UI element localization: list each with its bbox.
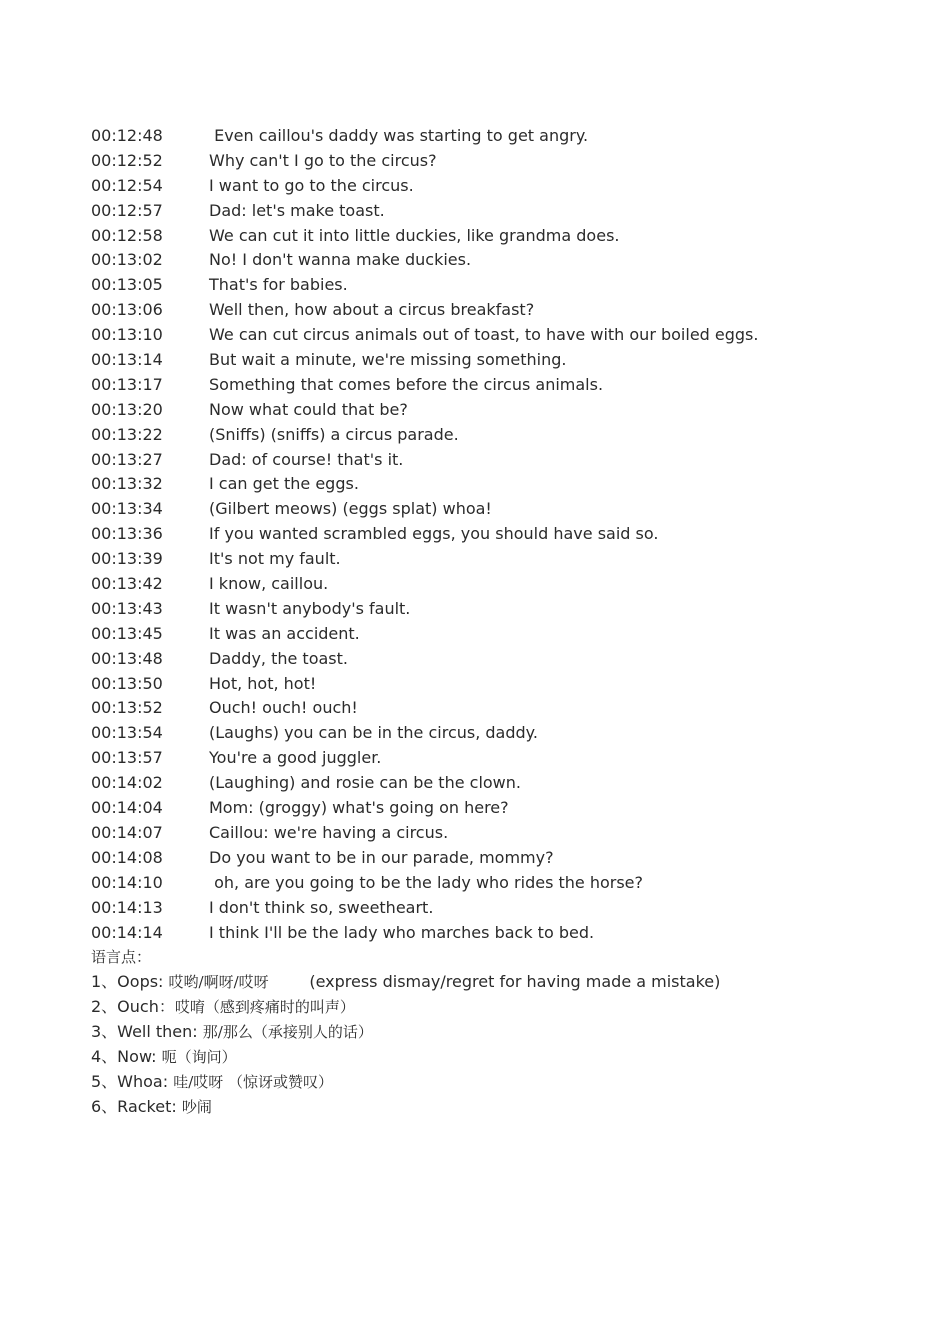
timestamp: 00:12:58 xyxy=(91,225,163,245)
timestamp: 00:13:02 xyxy=(91,250,163,270)
language-point-chinese: 哎唷（感到疼痛时的叫声） xyxy=(174,998,355,1017)
transcript-line xyxy=(91,746,891,771)
timestamp: 00:13:10 xyxy=(91,325,163,345)
transcript-line xyxy=(91,348,891,373)
subtitle-text: I can get the eggs. xyxy=(209,474,359,494)
subtitle-text: If you wanted scrambled eggs, you should have said so. xyxy=(209,524,659,544)
timestamp: 00:13:17 xyxy=(91,374,163,394)
language-point-chinese: 呃（询问） xyxy=(161,1047,237,1066)
subtitle-text: Even caillou's daddy was starting to get angry. xyxy=(209,126,589,145)
subtitle-text: We can cut circus animals out of toast, to have with our boiled eggs. xyxy=(209,325,759,345)
transcript-line xyxy=(91,472,891,497)
language-point-term: 5、Whoa: xyxy=(91,1071,174,1091)
document-page xyxy=(91,124,891,1120)
transcript-line xyxy=(91,373,891,398)
subtitle-text: No! I don't wanna make duckies. xyxy=(209,250,472,270)
transcript-line xyxy=(91,771,891,796)
timestamp: 00:13:06 xyxy=(91,300,163,320)
subtitle-text: I don't think so, sweetheart. xyxy=(209,897,434,917)
timestamp: 00:13:48 xyxy=(91,648,163,668)
language-point-item xyxy=(91,1045,891,1070)
timestamp: 00:12:54 xyxy=(91,175,163,195)
timestamp: 00:13:50 xyxy=(91,673,163,693)
transcript-line xyxy=(91,298,891,323)
transcript-line xyxy=(91,597,891,622)
language-point-term: 3、Well then: xyxy=(91,1022,203,1042)
subtitle-text: Do you want to be in our parade, mommy? xyxy=(209,847,554,867)
transcript-line xyxy=(91,647,891,672)
timestamp: 00:13:42 xyxy=(91,574,163,594)
timestamp: 00:13:32 xyxy=(91,474,163,494)
subtitle-text: (Gilbert meows) (eggs splat) whoa! xyxy=(209,499,492,519)
subtitle-text: Now what could that be? xyxy=(209,399,408,419)
transcript-line xyxy=(91,572,891,597)
subtitle-text: oh, are you going to be the lady who rides the horse? xyxy=(209,872,644,892)
subtitle-text: That's for babies. xyxy=(209,275,348,295)
language-points-list xyxy=(91,970,891,1119)
subtitle-text: Daddy, the toast. xyxy=(209,648,348,668)
transcript-line xyxy=(91,174,891,199)
language-points-heading xyxy=(91,945,891,970)
subtitle-text: Something that comes before the circus animals. xyxy=(209,374,604,394)
language-point-term: 6、Racket: xyxy=(91,1096,182,1116)
subtitle-text: I think I'll be the lady who marches back to bed. xyxy=(209,922,595,942)
transcript-line xyxy=(91,672,891,697)
transcript-line xyxy=(91,273,891,298)
subtitle-text: We can cut it into little duckies, like grandma does. xyxy=(209,225,620,245)
transcript-line xyxy=(91,423,891,448)
timestamp: 00:13:14 xyxy=(91,350,163,370)
subtitle-text: But wait a minute, we're missing something. xyxy=(209,350,567,370)
transcript xyxy=(91,124,891,945)
transcript-line xyxy=(91,696,891,721)
transcript-line xyxy=(91,149,891,174)
transcript-line xyxy=(91,398,891,423)
subtitle-text: You're a good juggler. xyxy=(209,748,382,768)
language-point-explanation: (express dismay/regret for having made a mistake) xyxy=(268,972,721,992)
language-points-heading-text: 语言点： xyxy=(91,948,152,967)
subtitle-text: Why can't I go to the circus? xyxy=(209,150,437,170)
subtitle-text: Mom: (groggy) what's going on here? xyxy=(209,798,509,818)
subtitle-text: (Laughs) you can be in the circus, daddy. xyxy=(209,723,538,743)
timestamp: 00:13:43 xyxy=(91,598,163,618)
transcript-line xyxy=(91,199,891,224)
language-point-term: 1、Oops: xyxy=(91,972,169,992)
timestamp: 00:14:10 xyxy=(91,872,163,892)
timestamp: 00:13:20 xyxy=(91,399,163,419)
language-point-item xyxy=(91,995,891,1020)
subtitle-text: It wasn't anybody's fault. xyxy=(209,598,411,618)
subtitle-text: Caillou: we're having a circus. xyxy=(209,822,449,842)
transcript-line xyxy=(91,871,891,896)
timestamp: 00:13:27 xyxy=(91,449,163,469)
timestamp: 00:14:14 xyxy=(91,922,163,942)
transcript-line xyxy=(91,721,891,746)
timestamp: 00:13:05 xyxy=(91,275,163,295)
language-point-item xyxy=(91,970,891,995)
timestamp: 00:13:54 xyxy=(91,723,163,743)
transcript-line xyxy=(91,124,891,149)
timestamp: 00:13:39 xyxy=(91,549,163,569)
timestamp: 00:13:22 xyxy=(91,424,163,444)
subtitle-text: It was an accident. xyxy=(209,623,360,643)
transcript-line xyxy=(91,323,891,348)
timestamp: 00:13:45 xyxy=(91,623,163,643)
transcript-line xyxy=(91,846,891,871)
language-point-chinese: 那/那么（承接别人的话） xyxy=(202,1023,373,1042)
subtitle-text: I know, caillou. xyxy=(209,574,329,594)
transcript-line xyxy=(91,448,891,473)
timestamp: 00:12:48 xyxy=(91,126,163,145)
subtitle-text: Ouch! ouch! ouch! xyxy=(209,698,358,718)
timestamp: 00:12:52 xyxy=(91,150,163,170)
language-point-item xyxy=(91,1070,891,1095)
timestamp: 00:13:57 xyxy=(91,748,163,768)
subtitle-text: I want to go to the circus. xyxy=(209,175,414,195)
transcript-line xyxy=(91,224,891,249)
timestamp: 00:14:07 xyxy=(91,822,163,842)
transcript-line xyxy=(91,248,891,273)
timestamp: 00:14:13 xyxy=(91,897,163,917)
timestamp: 00:14:08 xyxy=(91,847,163,867)
transcript-line xyxy=(91,622,891,647)
timestamp: 00:14:02 xyxy=(91,773,163,793)
transcript-line xyxy=(91,796,891,821)
transcript-line xyxy=(91,497,891,522)
language-point-item xyxy=(91,1020,891,1045)
language-point-term: 4、Now: xyxy=(91,1046,162,1066)
language-point-chinese: 吵闹 xyxy=(181,1097,212,1116)
transcript-line xyxy=(91,921,891,946)
subtitle-text: Dad: let's make toast. xyxy=(209,200,385,220)
transcript-line xyxy=(91,896,891,921)
transcript-line xyxy=(91,522,891,547)
timestamp: 00:13:36 xyxy=(91,524,163,544)
subtitle-text: (Sniffs) (sniffs) a circus parade. xyxy=(209,424,459,444)
subtitle-text: Dad: of course! that's it. xyxy=(209,449,404,469)
language-point-item xyxy=(91,1095,891,1120)
language-point-term: 2、Ouch： xyxy=(91,997,175,1017)
subtitle-text: (Laughing) and rosie can be the clown. xyxy=(209,773,521,793)
timestamp: 00:14:04 xyxy=(91,798,163,818)
subtitle-text: Hot, hot, hot! xyxy=(209,673,317,693)
timestamp: 00:12:57 xyxy=(91,200,163,220)
transcript-line xyxy=(91,821,891,846)
transcript-line xyxy=(91,547,891,572)
timestamp: 00:13:34 xyxy=(91,499,163,519)
subtitle-text: Well then, how about a circus breakfast? xyxy=(209,300,535,320)
language-point-chinese: 哇/哎呀 （惊讶或赞叹） xyxy=(173,1072,334,1091)
timestamp: 00:13:52 xyxy=(91,698,163,718)
language-point-chinese: 哎哟/啊呀/哎呀 xyxy=(168,973,269,992)
subtitle-text: It's not my fault. xyxy=(209,549,341,569)
